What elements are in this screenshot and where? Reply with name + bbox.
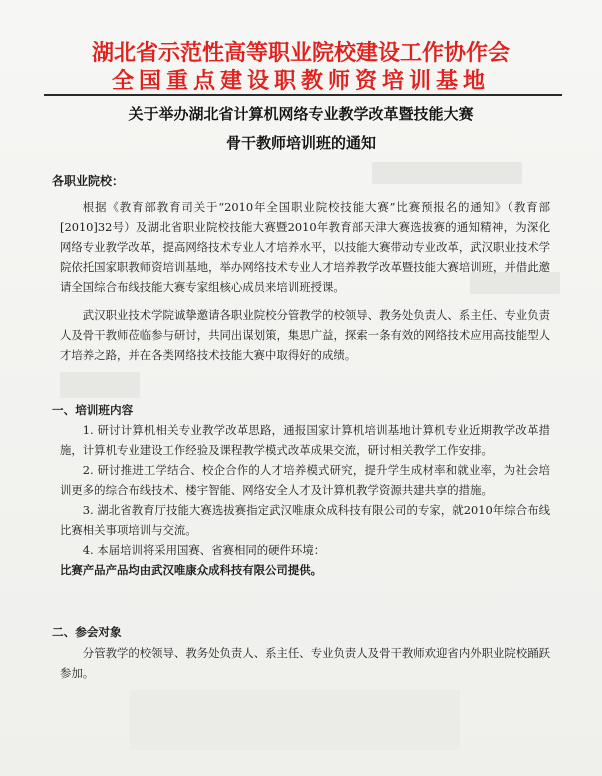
header-divider: [44, 94, 562, 96]
salutation: 各职业院校：: [52, 174, 125, 188]
section1-item-4: 4. 本届培训将采用国赛、省赛相同的硬件环境：: [82, 543, 326, 557]
notice-title-line2: 骨干教师培训班的通知: [225, 134, 376, 152]
show-through-artifact: [60, 372, 140, 398]
section1-item-2: 2. 研讨推进工学结合、校企合作的人才培养模式研究，提升学生成材率和就业率，为社会培训更多的综合布线技术、楼宇智能、网络安全人才及计算机教学资源共建共享的措施。: [60, 463, 550, 497]
intro-text-1: 根据《教育部教育司关于“2010年全国职业院校技能大赛”比赛预报名的通知》（教育部[2010]32号）及湖北省职业院校技能大赛暨2010年教育部天津大赛选拔赛的通知精神，为深化网络专业教学改革，提高网络技术专业人才培养水平，以技能大赛带动专业改革，武汉职业技术学院依托国家职教师资培训基地，举办网络技术专业人才培养教学改革暨技能大赛培训班，并借此邀请全国综合布线技能大赛专家组核心成员来培训班授课。: [60, 200, 550, 294]
section2-heading: 二、参会对象: [52, 625, 122, 639]
section1-list: [60, 420, 550, 580]
org-name-line2: 全国重点建设职教师资培训基地: [111, 69, 490, 94]
section1-item-1: 1. 研讨计算机相关专业教学改革思路，通报国家计算机培训基地计算机专业近期教学改革措施，计算机专业建设工作经验及课程教学模式改革成果交流，研讨相关教学工作安排。: [60, 423, 550, 457]
section1-heading: 一、培训班内容: [52, 403, 134, 417]
show-through-artifact: [130, 690, 460, 750]
show-through-artifact: [372, 162, 522, 184]
section2-text: 分管教学的校领导、教务处负责人、系主任、专业负责人及骨干教师欢迎省内外职业院校踊跃参加。: [60, 646, 550, 680]
intro-paragraph-1: [60, 197, 550, 297]
intro-paragraph-2: [60, 305, 550, 365]
notice-title-line1: 关于举办湖北省计算机网络专业教学改革暨技能大赛: [128, 105, 474, 123]
section1-item-3: 3. 湖北省教育厅技能大赛选拔赛指定武汉唯康众成科技有限公司的专家，就2010年综合布线比赛相关事项培训与交流。: [60, 503, 550, 537]
intro-text-2: 武汉职业技术学院诚挚邀请各职业院校分管教学的校领导、教务处负责人、系主任、专业负责人及骨干教师莅临参与研讨，共同出谋划策，集思广益，探索一条有效的网络技术应用高技能型人才培养之路，并在各类网络技术技能大赛中取得好的成绩。: [60, 308, 550, 362]
section1-item-4-note: 比赛产品产品均由武汉唯康众成科技有限公司提供。: [60, 563, 322, 577]
section2-paragraph: [60, 643, 550, 683]
org-name-line1: 湖北省示范性高等职业院校建设工作协作会: [91, 41, 510, 66]
